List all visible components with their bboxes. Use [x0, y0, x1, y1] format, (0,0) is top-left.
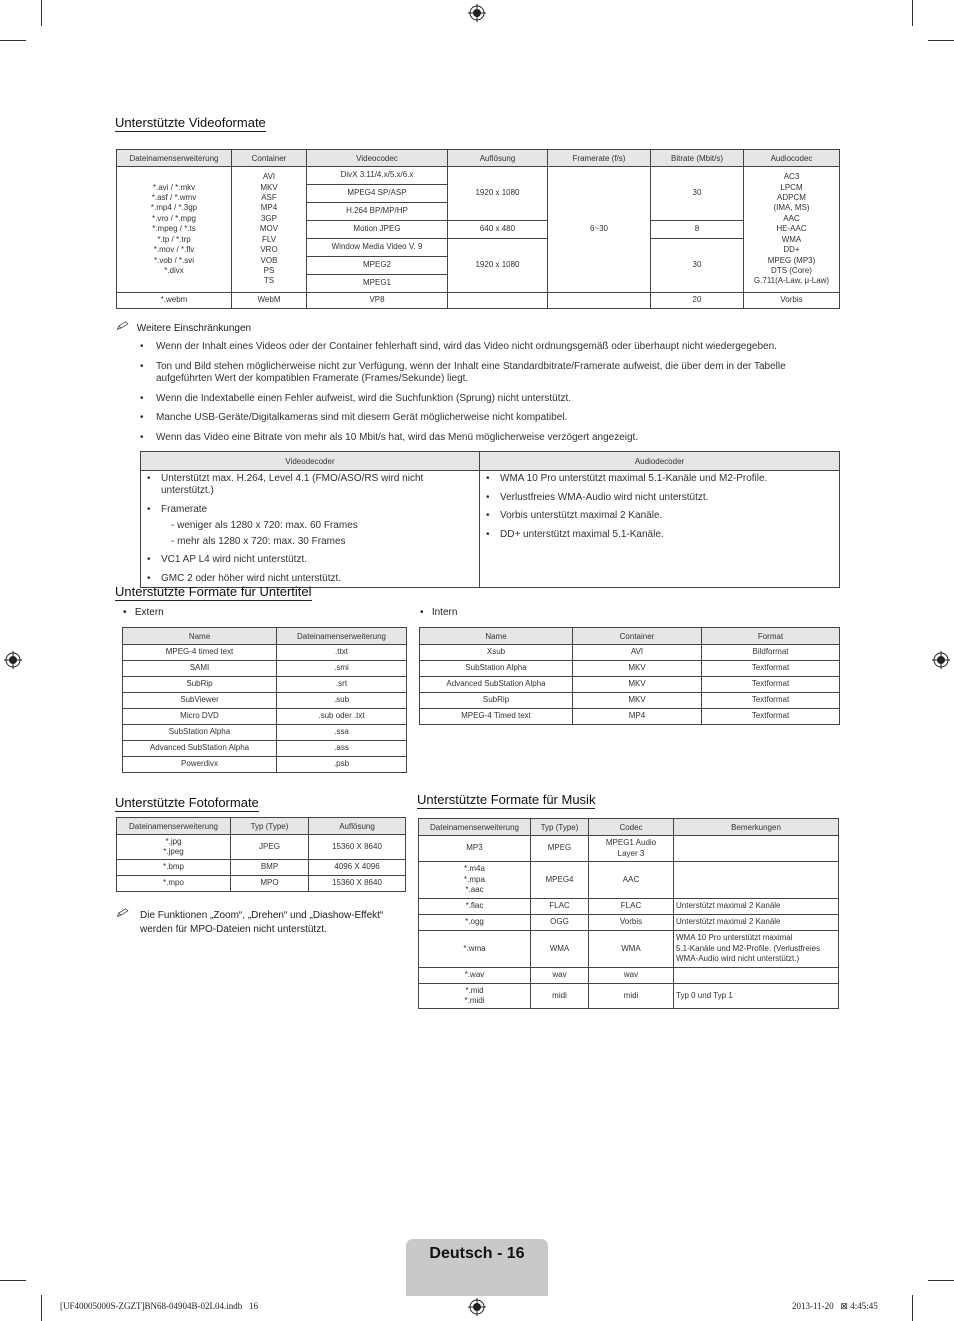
col-header: Container — [232, 150, 307, 167]
table-cell: *.ogg — [419, 915, 531, 931]
codec-cell: MPEG1 — [307, 275, 448, 293]
list-item: • Verlustfreies WMA-Audio wird nicht unterstützt. — [484, 492, 835, 504]
table-cell: MKV — [573, 661, 702, 677]
table-row — [419, 862, 839, 899]
extern-text: Extern — [134, 607, 164, 618]
list-item: • Wenn der Inhalt eines Videos oder der Container fehlerhaft sind, wird das Video nicht ordnungsgemäß oder überhaupt nicht wiedergegeben. — [140, 341, 830, 354]
table-cell: JPEG — [231, 835, 309, 860]
codec-cell: DivX 3.11/4.x/5.x/6.x — [307, 167, 448, 185]
codec-cell: MPEG4 SP/ASP — [307, 185, 448, 203]
codec-cell: H.264 BP/MP/HP — [307, 203, 448, 221]
table-cell: *.jpg *.jpeg — [117, 835, 231, 860]
table-cell: .srt — [277, 677, 407, 693]
bitrate-cell: 30 — [651, 239, 744, 293]
table-cell: FLAC — [589, 899, 674, 915]
intern-subtitle-table — [419, 627, 840, 725]
page-number-tab — [406, 1239, 548, 1296]
table-row — [117, 860, 406, 876]
table-row — [419, 836, 839, 862]
table-cell: Powerdivx — [123, 757, 277, 773]
table-cell: BMP — [231, 860, 309, 876]
crop-mark — [928, 1280, 954, 1281]
table-cell: OGG — [531, 915, 589, 931]
table-row — [419, 899, 839, 915]
table-cell: .smi — [277, 661, 407, 677]
crop-mark — [0, 40, 26, 41]
audio-decoder-cell — [480, 471, 840, 588]
table-row — [117, 876, 406, 892]
col-header: Auflösung — [309, 818, 406, 835]
table-cell: wav — [531, 968, 589, 984]
table-row — [419, 915, 839, 931]
photo-note-text: Die Funktionen „Zoom“, „Drehen“ und „Diashow-Effekt“ werden für MPO-Dateien nicht unterstützt. — [140, 910, 384, 935]
list-item: • Manche USB-Geräte/Digitalkameras sind mit diesem Gerät möglicherweise nicht kompatibel. — [140, 412, 830, 425]
table-cell — [674, 836, 839, 862]
table-cell: MP3 — [419, 836, 531, 862]
restrictions-note — [116, 319, 251, 334]
col-header: Auflösung — [448, 150, 548, 167]
table-cell — [674, 862, 839, 899]
crop-mark — [912, 1295, 913, 1321]
table-cell: SubViewer — [123, 693, 277, 709]
video-decoder-cell — [141, 471, 480, 588]
table-cell: MKV — [573, 693, 702, 709]
col-header: Dateinamenserweiterung — [419, 819, 531, 836]
table-cell: .sub oder .txt — [277, 709, 407, 725]
table-cell: *.bmp — [117, 860, 231, 876]
table-cell: Textformat — [702, 677, 840, 693]
table-cell: AAC — [589, 862, 674, 899]
table-row — [419, 984, 839, 1009]
table-cell: midi — [589, 984, 674, 1009]
table-cell: Unterstützt maximal 2 Kanäle — [674, 899, 839, 915]
col-header: Bitrate (Mbit/s) — [651, 150, 744, 167]
photo-note — [116, 906, 130, 920]
table-cell: SubRip — [420, 693, 573, 709]
table-row — [123, 725, 407, 741]
table-cell: Typ 0 und Typ 1 — [674, 984, 839, 1009]
webm-codec-cell: VP8 — [307, 293, 448, 309]
audio-codec-cell: AC3 LPCM ADPCM (IMA, MS) AAC HE-AAC WMA DD+ MPEG (MP3) DTS (Core) G.711(A-Law, μ-Law) — [744, 167, 840, 293]
music-formats-heading: Unterstützte Formate für Musik — [417, 792, 596, 807]
framerate-cell: 6~30 — [548, 167, 651, 293]
table-row — [123, 741, 407, 757]
table-cell: SAMI — [123, 661, 277, 677]
table-cell: Textformat — [702, 709, 840, 725]
list-item: • GMC 2 oder höher wird nicht unterstützt. — [145, 573, 475, 585]
table-cell: MPEG1 Audio Layer 3 — [589, 836, 674, 862]
table-cell: WMA 10 Pro unterstützt maximal 5.1-Kanäle und M2-Profile. (Verlustfreies WMA-Audio wird nicht unterstützt.) — [674, 931, 839, 968]
photo-formats-heading: Unterstützte Fotoformate — [115, 795, 259, 810]
crop-mark — [41, 1295, 42, 1321]
list-item: - weniger als 1280 x 720: max. 60 Frames — [171, 519, 358, 531]
resolution-cell: 1920 x 1080 — [448, 167, 548, 221]
col-header: Dateinamenserweiterung — [117, 818, 231, 835]
col-header: Dateinamenserweiterung — [117, 150, 232, 167]
table-row — [420, 661, 840, 677]
table-row — [123, 661, 407, 677]
table-cell: *.mid *.midi — [419, 984, 531, 1009]
decoder-table — [140, 451, 840, 588]
empty-cell — [448, 293, 548, 309]
table-row — [420, 677, 840, 693]
music-formats-table — [418, 818, 839, 1009]
table-cell: *.wav — [419, 968, 531, 984]
col-header: Typ (Type) — [531, 819, 589, 836]
resolution-cell: 640 x 480 — [448, 221, 548, 239]
table-cell: FLAC — [531, 899, 589, 915]
page-number: Deutsch - 16 — [429, 1245, 525, 1262]
table-row — [123, 645, 407, 661]
table-cell: MPEG — [531, 836, 589, 862]
video-formats-heading: Unterstützte Videoformate — [115, 115, 266, 130]
pencil-note-icon — [116, 906, 130, 920]
table-row — [419, 931, 839, 968]
table-cell: Bildformat — [702, 645, 840, 661]
table-cell: SubRip — [123, 677, 277, 693]
crop-mark — [0, 1280, 26, 1281]
footer-timestamp: 2013-11-20 ⊠ 4:45:45 — [792, 1301, 878, 1311]
registration-mark-icon — [932, 651, 950, 669]
restrictions-list — [140, 341, 830, 451]
bitrate-cell: 30 — [651, 167, 744, 221]
extern-subtitle-table — [122, 627, 407, 773]
table-cell: *.mpo — [117, 876, 231, 892]
list-item: • VC1 AP L4 wird nicht unterstützt. — [145, 554, 475, 566]
resolution-cell: 1920 x 1080 — [448, 239, 548, 293]
table-row — [117, 835, 406, 860]
table-row — [420, 645, 840, 661]
col-header: Codec — [589, 819, 674, 836]
table-row — [420, 709, 840, 725]
list-item: • WMA 10 Pro unterstützt maximal 5.1-Kanäle und M2-Profile. — [484, 473, 835, 485]
table-cell: .ttxt — [277, 645, 407, 661]
table-cell: Textformat — [702, 661, 840, 677]
col-header: Dateinamenserweiterung — [277, 628, 407, 645]
extensions-cell: *.avi / *.mkv *.asf / *.wmv *.mp4 / *.3gp *.vro / *.mpg *.mpeg / *.ts *.tp / *.trp *.mov / *.flv *.vob / *.svi *.divx — [117, 167, 232, 293]
table-cell: Micro DVD — [123, 709, 277, 725]
col-header: Audiocodec — [744, 150, 840, 167]
registration-mark-icon — [4, 651, 22, 669]
extern-label: • Extern — [123, 607, 164, 618]
list-item: • Unterstützt max. H.264, Level 4.1 (FMO/ASO/RS wird nicht unterstützt.) — [145, 473, 475, 497]
table-cell: Advanced SubStation Alpha — [123, 741, 277, 757]
crop-mark — [41, 0, 42, 26]
list-item: • Wenn die Indextabelle einen Fehler aufweist, wird die Suchfunktion (Sprung) nicht unterstützt. — [140, 393, 830, 406]
table-cell: MP4 — [573, 709, 702, 725]
col-header: Container — [573, 628, 702, 645]
table-cell: .psb — [277, 757, 407, 773]
table-row — [123, 677, 407, 693]
list-item: • Wenn das Video eine Bitrate von mehr als 10 Mbit/s hat, wird das Menü möglicherweise verzögert angezeigt. — [140, 432, 830, 445]
webm-audio-cell: Vorbis — [744, 293, 840, 309]
table-cell: 15360 X 8640 — [309, 835, 406, 860]
list-item: • Framerate — [145, 504, 475, 516]
table-cell: 15360 X 8640 — [309, 876, 406, 892]
intern-text: Intern — [431, 607, 458, 618]
audio-decoder-header: Audiodecoder — [480, 452, 840, 471]
col-header: Name — [123, 628, 277, 645]
table-cell: MKV — [573, 677, 702, 693]
table-cell: SubStation Alpha — [123, 725, 277, 741]
containers-cell: AVI MKV ASF MP4 3GP MOV FLV VRO VOB PS TS — [232, 167, 307, 293]
webm-bitrate-cell: 20 — [651, 293, 744, 309]
webm-container-cell: WebM — [232, 293, 307, 309]
table-cell: .ass — [277, 741, 407, 757]
table-cell: Textformat — [702, 693, 840, 709]
list-item: - mehr als 1280 x 720: max. 30 Frames — [171, 535, 346, 547]
table-row — [420, 693, 840, 709]
webm-ext-cell: *.webm — [117, 293, 232, 309]
col-header: Videocodec — [307, 150, 448, 167]
pencil-note-icon — [116, 319, 130, 333]
table-row — [123, 709, 407, 725]
table-cell: .ssa — [277, 725, 407, 741]
table-row — [123, 757, 407, 773]
table-cell: Xsub — [420, 645, 573, 661]
registration-mark-icon — [468, 4, 486, 22]
bitrate-cell: 8 — [651, 221, 744, 239]
col-header: Name — [420, 628, 573, 645]
table-cell: Vorbis — [589, 915, 674, 931]
table-cell: WMA — [531, 931, 589, 968]
codec-cell: MPEG2 — [307, 257, 448, 275]
registration-mark-icon — [468, 1298, 486, 1316]
table-cell: WMA — [589, 931, 674, 968]
codec-cell: Motion JPEG — [307, 221, 448, 239]
col-header: Typ (Type) — [231, 818, 309, 835]
codec-cell: Window Media Video V. 9 — [307, 239, 448, 257]
table-cell: midi — [531, 984, 589, 1009]
table-cell: *.m4a *.mpa *.aac — [419, 862, 531, 899]
intern-label: • Intern — [420, 607, 458, 618]
table-cell: MPEG4 — [531, 862, 589, 899]
table-row — [419, 968, 839, 984]
list-item: • Vorbis unterstützt maximal 2 Kanäle. — [484, 510, 835, 522]
table-cell: MPEG-4 timed text — [123, 645, 277, 661]
video-decoder-header: Videodecoder — [141, 452, 480, 471]
table-cell: wav — [589, 968, 674, 984]
empty-cell — [548, 293, 651, 309]
col-header: Bemerkungen — [674, 819, 839, 836]
table-cell: *.flac — [419, 899, 531, 915]
table-cell: 4096 X 4096 — [309, 860, 406, 876]
table-cell: Unterstützt maximal 2 Kanäle — [674, 915, 839, 931]
table-cell: .sub — [277, 693, 407, 709]
footer-file-info: [UF40005000S-ZGZT]BN68-04904B-02L04.indb 16 — [60, 1301, 258, 1311]
table-row — [123, 693, 407, 709]
table-cell: SubStation Alpha — [420, 661, 573, 677]
video-formats-table — [116, 149, 840, 309]
restrictions-title: Weitere Einschränkungen — [136, 323, 252, 334]
table-cell: Advanced SubStation Alpha — [420, 677, 573, 693]
table-cell: MPEG-4 Timed text — [420, 709, 573, 725]
crop-mark — [912, 0, 913, 26]
table-cell: AVI — [573, 645, 702, 661]
table-cell: *.wma — [419, 931, 531, 968]
list-item: • Ton und Bild stehen möglicherweise nicht zur Verfügung, wenn der Inhalt eine Standardbitrate/Framerate aufweist, die über dem in der Tabelle aufgeführten Wert der kompatiblen Framerate (Frames/Sekunde) liegt. — [140, 361, 830, 386]
photo-formats-table — [116, 817, 406, 892]
list-item: • DD+ unterstützt maximal 5.1-Kanäle. — [484, 529, 835, 541]
col-header: Format — [702, 628, 840, 645]
col-header: Framerate (f/s) — [548, 150, 651, 167]
crop-mark — [928, 40, 954, 41]
subtitle-formats-heading: Unterstützte Formate für Untertitel — [115, 584, 312, 599]
table-cell — [674, 968, 839, 984]
table-cell: MPO — [231, 876, 309, 892]
